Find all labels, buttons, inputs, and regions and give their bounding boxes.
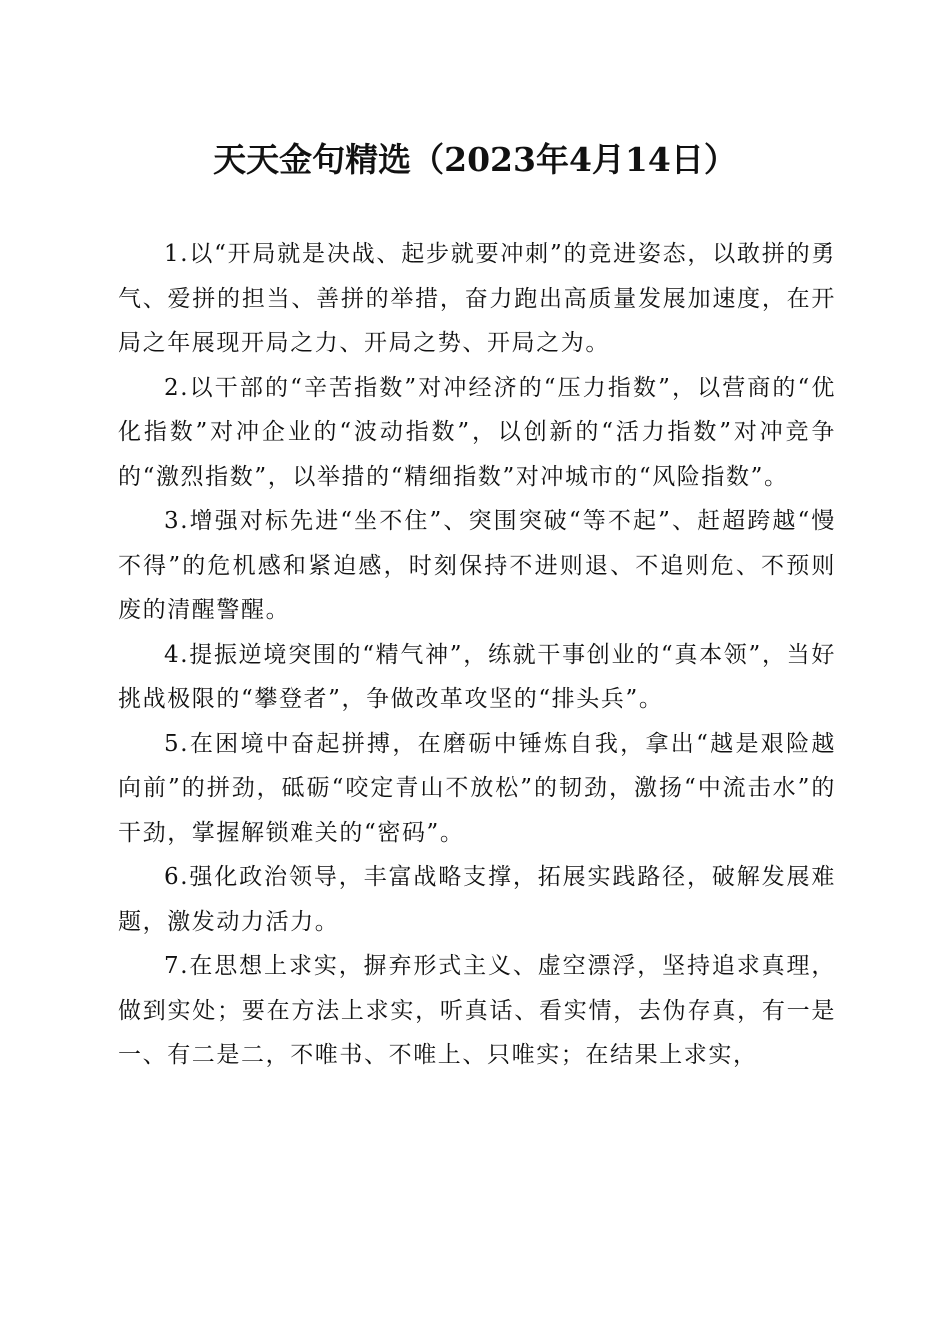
paragraph-5: 5.在困境中奋起拼搏，在磨砺中锤炼自我，拿出“越是艰险越向前”的拼劲，砥砺“咬定青山不放松”的韧劲，激扬“中流击水”的干劲，掌握解锁难关的“密码”。	[118, 730, 836, 846]
paragraph-2: 2.以干部的“辛苦指数”对冲经济的“压力指数”，以营商的“优化指数”对冲企业的“波动指数”，以创新的“活力指数”对冲竞争的“激烈指数”，以举措的“精细指数”对冲城市的“风险指数”。	[118, 374, 836, 490]
paragraph-4: 4.提振逆境突围的“精气神”，练就干事创业的“真本领”，当好挑战极限的“攀登者”，争做改革攻坚的“排头兵”。	[118, 641, 836, 712]
paragraph-1: 1.以“开局就是决战、起步就要冲刺”的竞进姿态，以敢拼的勇气、爱拼的担当、善拼的举措，奋力跑出高质量发展加速度，在开局之年展现开局之力、开局之势、开局之为。	[118, 241, 836, 356]
document-title: 天天金句精选（2023年4月14日）	[213, 140, 737, 179]
paragraph-7: 7.在思想上求实，摒弃形式主义、虚空漂浮，坚持追求真理，做到实处；要在方法上求实，听真话、看实情，去伪存真，有一是一、有二是二，不唯书、不唯上、只唯实；在结果上求实，	[118, 953, 836, 1068]
document-body	[118, 232, 836, 1078]
paragraph-6: 6.强化政治领导，丰富战略支撑，拓展实践路径，破解发展难题，激发动力活力。	[118, 864, 836, 935]
paragraph-3: 3.增强对标先进“坐不住”、突围突破“等不起”、赶超跨越“慢不得”的危机感和紧迫感，时刻保持不进则退、不追则危、不预则废的清醒警醒。	[118, 508, 836, 623]
